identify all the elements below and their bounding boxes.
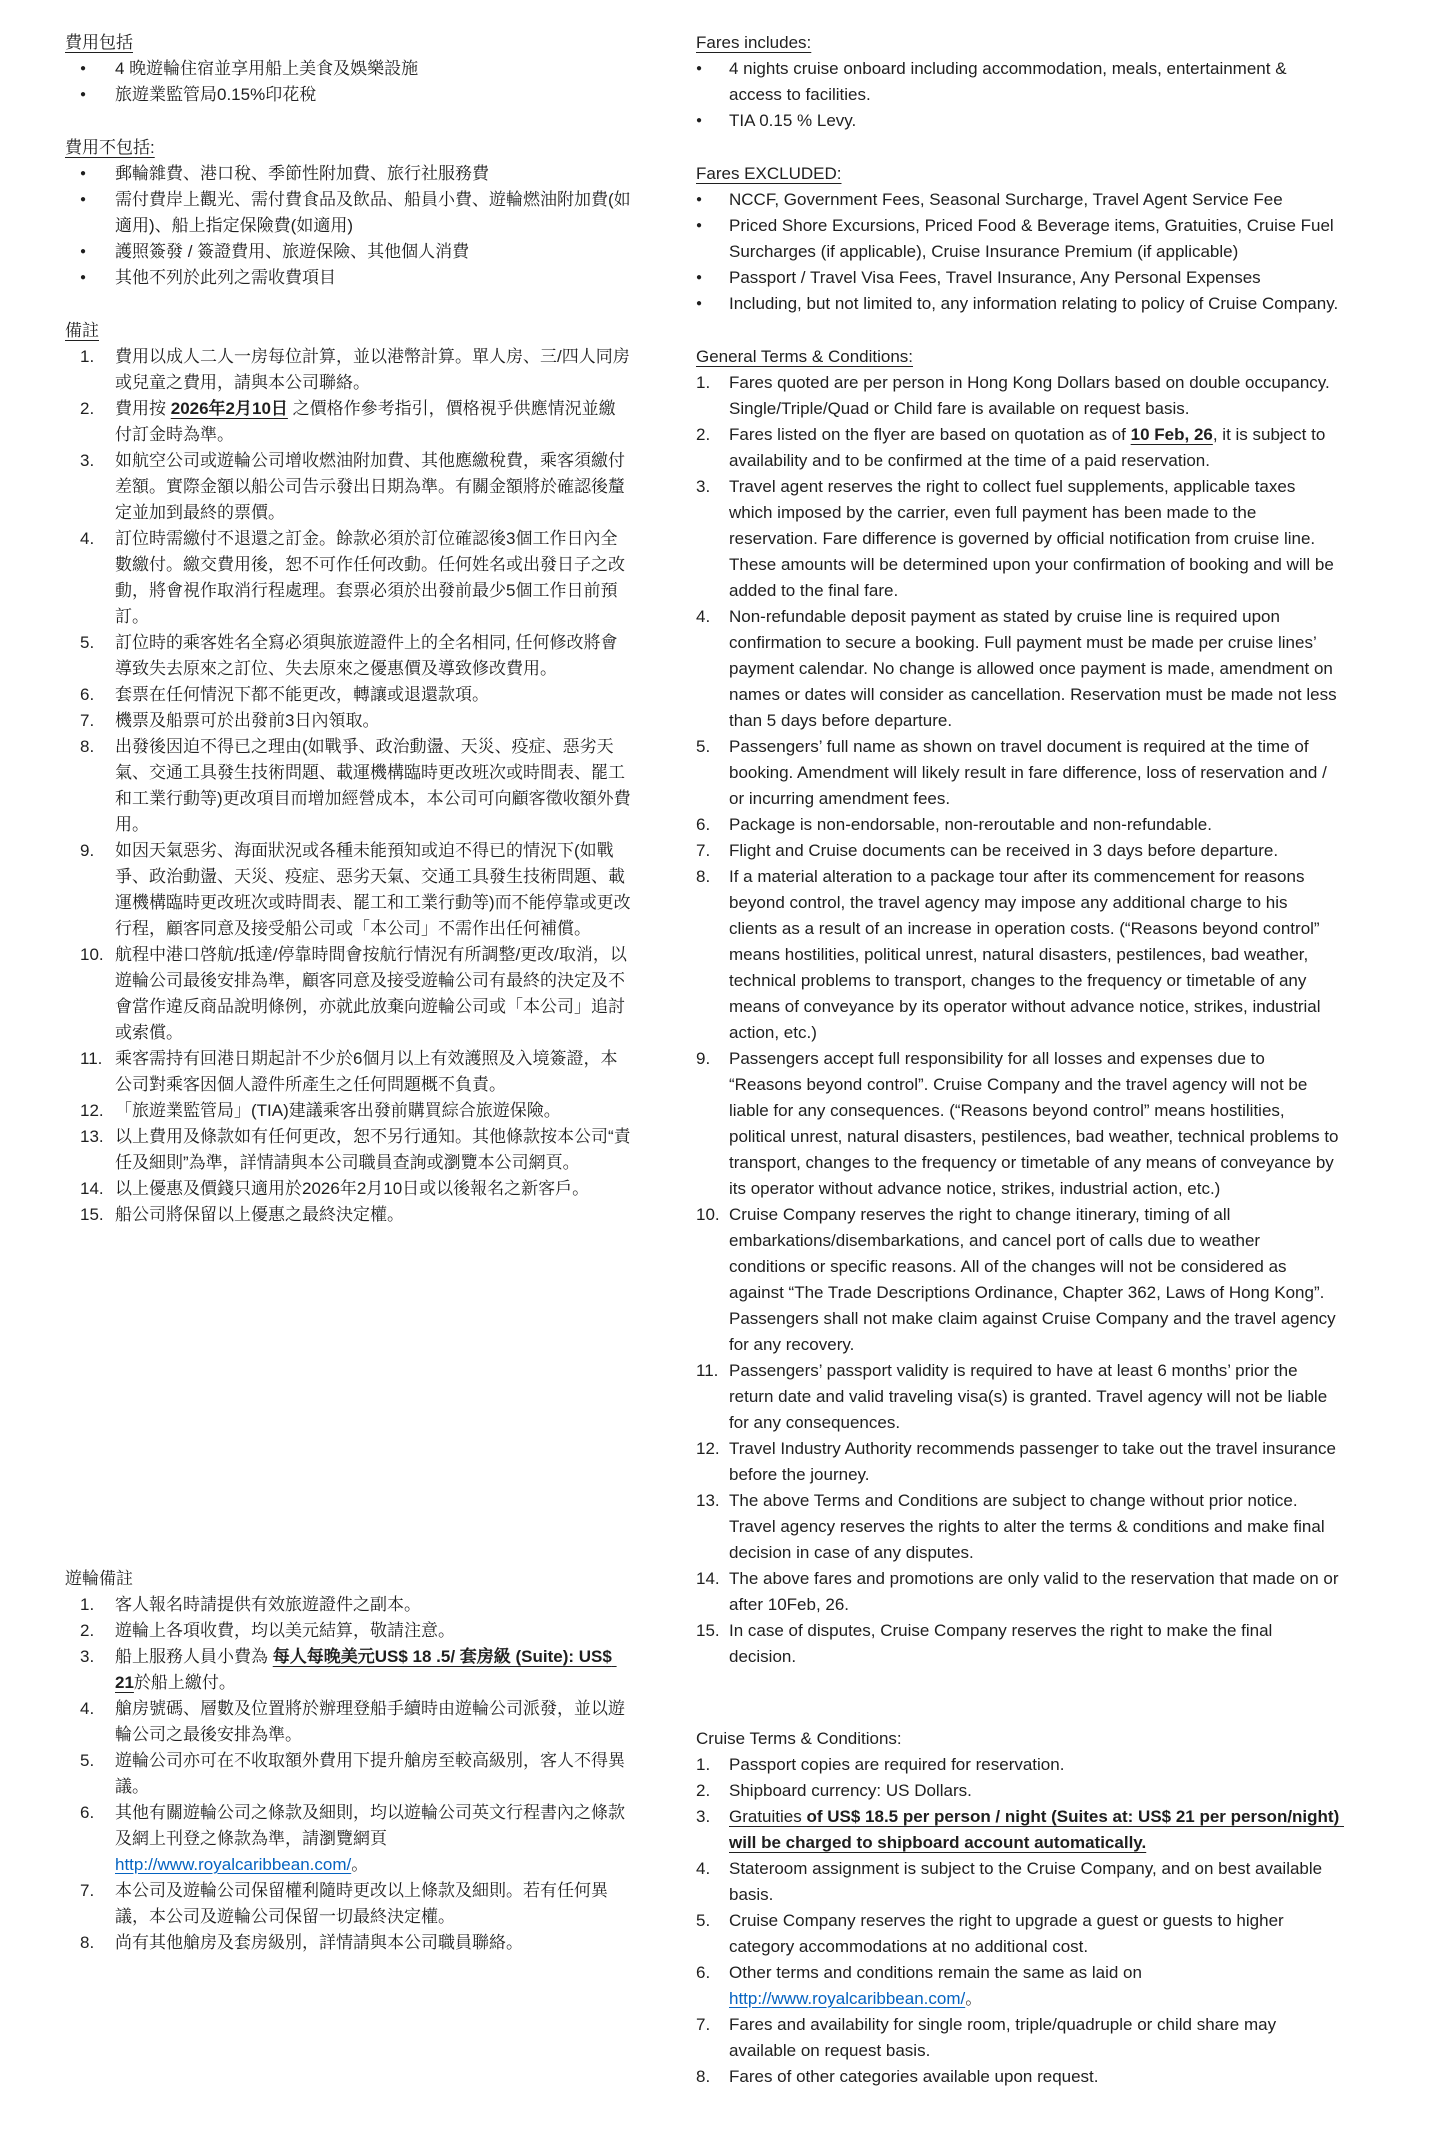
list-item [65,1124,632,1176]
list-item-text [729,1488,1340,1566]
bullet-marker: ● [80,89,87,100]
bullet-marker: ● [80,168,87,179]
list-item-text [115,239,632,265]
text-run: 如因天氣惡劣、海面狀況或各種未能預知或迫不得已的情況下(如戰爭、政治動盪、天災、疫症、惡劣天氣、交通工具發生技術問題、載運機構臨時更改班次或時間表、罷工和工業行動等)而不能停靠或更改行程，顧客同意及接受船公司或「本公司」不需作出任何補償。 [115,841,631,938]
list-item-text [115,1592,632,1618]
right-column [696,30,1344,2090]
text-run: Passport / Travel Visa Fees, Travel Insurance, Any Personal Expenses [729,268,1261,287]
number-marker: 5. [696,737,711,756]
text-run: Passengers’ passport validity is required to have at least 6 months’ prior the return date and valid traveling visa(s) is granted. Travel agency will not be liable for any consequences. [729,1361,1332,1432]
text-run: 船上服務人員小費為 [115,1647,273,1666]
list-item [696,1202,1340,1358]
list-item-text [729,1566,1344,1618]
list-item-text [115,1176,632,1202]
list-item-text [729,838,1340,864]
number-marker: 6. [696,815,711,834]
number-marker: 6. [80,685,95,704]
list-item-text [115,1618,632,1644]
list-item [65,734,632,838]
bullet-marker: ● [696,194,703,205]
number-marker: 7. [80,1881,95,1900]
number-marker: 8. [696,867,711,886]
list-item [65,396,632,448]
list-item-text [115,630,632,682]
number-marker: 12. [80,1101,104,1120]
list-item-text [729,604,1340,734]
number-marker: 5. [80,1751,95,1770]
text-run: Travel Industry Authority recommends passenger to take out the travel insurance before the journey. [729,1439,1341,1484]
text-run: , it is subject to availability and to be confirmed at the time of a paid reservation. [729,425,1331,470]
number-marker: 7. [80,711,95,730]
list-item [65,1878,632,1930]
list-item-text [729,1436,1340,1488]
text-run: 航程中港口啓航/抵達/停靠時間會按航行情況有所調整/更改/取消，以遊輪公司最後安排為準，顧客同意及接受遊輪公司有最終的決定及不會當作違反商品說明條例，亦就此放棄向遊輪公司或「本公司」追討或索償。 [115,945,627,1042]
list-item-text [115,265,632,291]
list-item [696,838,1340,864]
list-item-text [729,56,1340,108]
number-marker: 2. [80,399,95,418]
text-run: In case of disputes, Cruise Company reserves the right to make the final decision. [729,1621,1278,1666]
text-run: 以上優惠及價錢只適用於2026年2月10日或以後報名之新客戶。 [115,1179,590,1198]
list-item-text [115,1878,632,1930]
list-item-text [729,2064,1340,2090]
number-marker: 12. [696,1439,720,1458]
list-item [65,1592,632,1618]
number-marker: 5. [80,633,95,652]
list-item [696,1908,1340,1960]
text-run: NCCF, Government Fees, Seasonal Surcharge, Travel Agent Service Fee [729,190,1283,209]
list-item [696,1778,1340,1804]
bullet-marker: ● [80,194,87,205]
section-heading: General Terms & Conditions: [696,347,914,366]
list-item [696,1804,1344,1856]
list-item [696,422,1340,474]
left-column [65,30,632,2090]
list-item [696,864,1340,1046]
list-item-text [115,1930,632,1956]
number-marker: 7. [696,2015,711,2034]
bullet-marker: ● [696,115,703,126]
text-run: The above fares and promotions are only valid to the reservation that made on or after 10Feb, 26. [729,1569,1344,1614]
number-marker: 3. [80,451,95,470]
list-item [696,108,1340,134]
number-marker: 15. [80,1205,104,1224]
text-run: 需付費岸上觀光、需付費食品及飲品、船員小費、遊輪燃油附加費(如適用)、船上指定保險費(如適用) [115,190,631,235]
number-marker: 9. [696,1049,711,1068]
list-item-text [729,1778,1340,1804]
list-item-text [729,1804,1344,1856]
number-marker: 10. [80,945,104,964]
text-run: If a material alteration to a package tour after its commencement for reasons beyond control, the travel agency may impose any additional charge to his clients as a result of an increase in operation costs. (“Reasons beyond control” means hostilities, political unrest, natural disasters, pestilences, bad weather, technical problems to transport, changes to the frequency or timetable of any means of conveyance by its operator without advance notice, strikes, industrial action, etc.) [729,867,1326,1042]
list-item-text [729,108,1340,134]
section-heading: Fares EXCLUDED: [696,164,842,183]
list-item-text [115,56,632,82]
bullet-marker: ● [80,272,87,283]
list-item-text [115,942,632,1046]
list-item [696,2064,1340,2090]
list-item-text [729,1358,1340,1436]
section-heading: Cruise Terms & Conditions: [696,1729,902,1748]
number-marker: 11. [80,1049,103,1068]
list-item [65,239,632,265]
section-fares-exclude-en [696,161,1340,317]
text-run: 。 [351,1855,369,1874]
bullet-marker: ● [80,63,87,74]
text-run: 2026年2月10日 [170,399,288,418]
text-run: Fares and availability for single room, triple/quadruple or child share may available on request basis. [729,2015,1281,2060]
list-item-text [729,474,1340,604]
list-item [696,1856,1340,1908]
bullet-marker: ● [80,246,87,257]
list-item-text [115,1800,632,1878]
number-marker: 14. [80,1179,104,1198]
list-item-text [115,1696,632,1748]
number-marker: 4. [80,1699,95,1718]
text-run: Other terms and conditions remain the same as laid on [729,1963,1147,1982]
number-marker: 14. [696,1569,720,1588]
list-item [65,1176,632,1202]
list-item-text [729,265,1340,291]
list-item [65,1202,632,1228]
list-item [65,1748,632,1800]
number-marker: 2. [696,1781,711,1800]
text-run: 旅遊業監管局0.15%印花稅 [115,85,317,104]
section-general-terms-en [696,344,1344,1670]
bullet-marker: ● [696,63,703,74]
list-item-text [729,1960,1340,2012]
list-item [696,1752,1340,1778]
text-run: 遊輪公司亦可在不收取額外費用下提升艙房至較高級別，客人不得異議。 [115,1751,625,1796]
list-item [696,1358,1340,1436]
list-item-text [115,187,632,239]
number-marker: 4. [696,1859,711,1878]
section-heading: 費用不包括: [65,138,155,157]
text-run: 費用以成人二人一房每位計算，並以港幣計算。單人房、三/四人同房或兒童之費用，請與本公司聯絡。 [115,347,630,392]
number-marker: 1. [696,373,711,392]
text-run: Fares of other categories available upon request. [729,2067,1099,2086]
text-run: 之價格作參考指引，價格視乎供應情況並繳付訂金時為準。 [115,399,616,444]
list-item-text [115,1046,632,1098]
bullet-marker: ● [696,272,703,283]
list-item [696,213,1340,265]
text-run: 機票及船票可於出發前3日內領取。 [115,711,380,730]
text-run: 出發後因迫不得已之理由(如戰爭、政治動盪、天災、疫症、惡劣天氣、交通工具發生技術問題、載運機構臨時更改班次或時間表、罷工和工業行動等)更改項目而增加經營成本，本公司可向顧客徵收額外費用。 [115,737,631,834]
list-item-text [115,682,632,708]
number-marker: 1. [696,1755,711,1774]
number-marker: 3. [696,477,711,496]
list-item-text [729,370,1340,422]
list-item-text [115,82,632,108]
text-run: TIA 0.15 % Levy. [729,111,857,130]
list-item [65,526,632,630]
list-item [696,604,1340,734]
number-marker: 5. [696,1911,711,1930]
list-item-text [729,1202,1340,1358]
list-item [696,1566,1344,1618]
section-fares-include-en [696,30,1340,134]
list-item [65,1696,632,1748]
list-item-text [729,1752,1340,1778]
section-heading: 備註 [65,321,99,340]
list-item [65,1800,632,1878]
section-heading: 遊輪備註 [65,1569,133,1588]
text-run: 如航空公司或遊輪公司增收燃油附加費、其他應繳稅費，乘客須繳付差額。實際金額以船公司告示發出日期為準。有關金額將於確認後釐定並加到最終的票價。 [115,451,625,522]
list-item [696,734,1340,812]
list-item-text [729,291,1340,317]
list-item-text [115,1098,632,1124]
text-run: 遊輪上各項收費，均以美元結算，敬請注意。 [115,1621,455,1640]
number-marker: 2. [696,425,711,444]
list-item [65,942,632,1046]
list-item [65,682,632,708]
text-run: Priced Shore Excursions, Priced Food & Beverage items, Gratuities, Cruise Fuel Surcharges (if applicable), Cruise Insurance Premium (if applicable) [729,216,1339,261]
text-run: Non-refundable deposit payment as stated by cruise line is required upon confirmation to secure a booking. Full payment must be made per cruise lines’ payment calendar. No change is allowed once payment is made, amendment on names or dates will consider as cancellation. Reservation must be made not less than 5 days before departure. [729,607,1342,730]
list-item-text [115,734,632,838]
list-item [696,370,1340,422]
text-run: 「旅遊業監管局」(TIA)建議乘客出發前購買綜合旅遊保險。 [115,1101,561,1120]
text-run: 訂位時需繳付不退還之訂金。餘款必須於訂位確認後3個工作日內全數繳付。繳交費用後，恕不可作任何改動。任何姓名或出發日子之改動，將會視作取消行程處理。套票必須於出發前最少5個工作日前預訂。 [115,529,625,626]
list-item [65,1930,632,1956]
list-item-text [729,2012,1340,2064]
section-heading: Fares includes: [696,33,812,52]
text-run: 艙房號碼、層數及位置將於辦理登船手續時由遊輪公司派發，並以遊輪公司之最後安排為準。 [115,1699,625,1744]
list-item [65,161,632,187]
list-item-text [115,161,632,187]
section-remarks-zh [65,318,632,1228]
text-run: The above Terms and Conditions are subject to change without prior notice. Travel agency reserves the rights to alter the terms & conditions and make final decision in case of any disputes. [729,1491,1330,1562]
number-marker: 1. [80,347,95,366]
text-run: 船公司將保留以上優惠之最終決定權。 [115,1205,404,1224]
list-item-text [115,396,632,448]
bullet-marker: ● [696,298,703,309]
number-marker: 3. [696,1807,711,1826]
number-marker: 7. [696,841,711,860]
list-item [65,708,632,734]
text-run: of US$ 18.5 per person / night (Suites at: US$ 21 per person/night) will be charged to shipboard account automatically. [729,1807,1344,1852]
text-run: Passengers’ full name as shown on travel document is required at the time of booking. Amendment will likely result in fare difference, loss of reservation and / or incurring amendment fees. [729,737,1332,808]
number-marker: 8. [696,2067,711,2086]
text-run: 郵輪雜費、港口稅、季節性附加費、旅行社服務費 [115,164,489,183]
list-item-text [115,448,632,526]
text-run: 其他有關遊輪公司之條款及細則，均以遊輪公司英文行程書內之條款及網上刊登之條款為準，請瀏覽網頁 [115,1803,625,1848]
text-run: Travel agent reserves the right to collect fuel supplements, applicable taxes which imposed by the carrier, even full payment has been made to the reservation. Fare difference is governed by official notification from cruise line. These amounts will be determined upon your confirmation of booking and will be added to the final fare. [729,477,1339,600]
text-run: 10 Feb, 26 [1130,425,1213,444]
text-run: 客人報名時請提供有效旅遊證件之副本。 [115,1595,421,1614]
section-cruise-terms-en [696,1726,1344,2090]
number-marker: 10. [696,1205,720,1224]
number-marker: 8. [80,1933,95,1952]
list-item-text [729,213,1340,265]
list-item [696,265,1340,291]
list-item-text [115,708,632,734]
list-item-text [729,734,1340,812]
text-run: 每人每晚美元US$ 18 .5/ 套房級 (Suite): US$ 21 [115,1647,617,1692]
list-item [696,1488,1340,1566]
text-run: Cruise Company reserves the right to change itinerary, timing of all embarkations/disembarkations, and cancel port of calls due to weather conditions or specific reasons. All of the changes will not be considered as against “The Trade Descriptions Ordinance, Chapter 362, Laws of Hong Kong”. Passengers shall not make claim against Cruise Company and the travel agency for any recovery. [729,1205,1341,1354]
number-marker: 2. [80,1621,95,1640]
list-item-text [729,187,1340,213]
list-item [696,56,1340,108]
text-run: 護照簽發 / 簽證費用、旅遊保險、其他個人消費 [115,242,470,261]
number-marker: 4. [80,529,95,548]
list-item [696,291,1340,317]
list-item [696,187,1340,213]
list-item-text [115,1202,632,1228]
text-run: 4 nights cruise onboard including accommodation, meals, entertainment & access to facilities. [729,59,1292,104]
text-run: Fares listed on the flyer are based on quotation as of [729,425,1131,444]
list-item-text [729,1046,1344,1202]
number-marker: 3. [80,1647,95,1666]
number-marker: 15. [696,1621,720,1640]
list-item [65,630,632,682]
royalcaribbean-link[interactable]: http://www.royalcaribbean.com/ [729,1989,966,2008]
bullet-marker: ● [696,220,703,231]
text-run: 訂位時的乘客姓名全寫必須與旅遊證件上的全名相同, 任何修改將會導致失去原來之訂位、失去原來之優惠價及導致修改費用。 [115,633,618,678]
list-item-text [729,864,1340,1046]
list-item [65,187,632,239]
text-run: 。 [965,1989,983,2008]
section-fares-include-zh [65,30,632,108]
list-item-text [729,1618,1340,1670]
list-item-text [729,1856,1340,1908]
list-item [65,265,632,291]
number-marker: 8. [80,737,95,756]
list-item [696,812,1340,838]
list-item-text [115,526,632,630]
section-cruise-remarks-zh [65,1566,632,1956]
number-marker: 9. [80,841,95,860]
text-run: Fares quoted are per person in Hong Kong Dollars based on double occupancy. Single/Triple/Quad or Child fare is available on request basis. [729,373,1335,418]
number-marker: 6. [80,1803,95,1822]
list-item [696,474,1340,604]
section-fares-exclude-zh [65,135,632,291]
text-run: Passengers accept full responsibility for all losses and expenses due to “Reasons beyond control”. Cruise Company and the travel agency will not be liable for any consequences. (“Reasons beyond control” means hostilities, political unrest, natural disasters, pestilences, bad weather, technical problems to transport, changes to the frequency or timetable of any means of conveyance by its operator without advance notice, strikes, industrial action, etc.) [729,1049,1344,1198]
list-item-text [115,838,632,942]
list-item-text [115,1644,632,1696]
text-run: Cruise Company reserves the right to upgrade a guest or guests to higher category accommodations at no additional cost. [729,1911,1289,1956]
list-item-text [115,1748,632,1800]
list-item-text [729,422,1340,474]
section-heading: 費用包括 [65,33,133,52]
list-item [696,2012,1340,2064]
list-item [65,1098,632,1124]
list-item-text [729,1908,1340,1960]
number-marker: 13. [696,1491,720,1510]
list-item-text [115,1124,632,1176]
list-item [696,1618,1340,1670]
text-run: 尚有其他艙房及套房級別，詳情請與本公司職員聯絡。 [115,1933,523,1952]
list-item-text [729,812,1340,838]
text-run: 乘客需持有回港日期起計不少於6個月以上有效護照及入境簽證，本公司對乘客因個人證件所產生之任何問題概不負責。 [115,1049,618,1094]
list-item [65,344,632,396]
list-item-text [115,344,632,396]
royalcaribbean-link[interactable]: http://www.royalcaribbean.com/ [115,1855,352,1874]
number-marker: 4. [696,607,711,626]
list-item [65,82,632,108]
list-item [65,838,632,942]
text-run: 本公司及遊輪公司保留權利隨時更改以上條款及細則。若有任何異議，本公司及遊輪公司保留一切最終決定權。 [115,1881,608,1926]
list-item [696,1436,1340,1488]
list-item [696,1960,1340,2012]
list-item [65,1644,632,1696]
text-run: 以上費用及條款如有任何更改，恕不另行通知。其他條款按本公司“責任及細則”為準，詳情請與本公司職員查詢或瀏覽本公司網頁。 [115,1127,631,1172]
list-item [65,1618,632,1644]
number-marker: 13. [80,1127,104,1146]
list-item [65,1046,632,1098]
text-run: Flight and Cruise documents can be received in 3 days before departure. [729,841,1279,860]
text-run: 費用按 [115,399,171,418]
text-run: Passport copies are required for reservation. [729,1755,1065,1774]
text-run: 4 晚遊輪住宿並享用船上美食及娛樂設施 [115,59,419,78]
list-item [696,1046,1344,1202]
text-run: 套票在任何情況下都不能更改，轉讓或退還款項。 [115,685,489,704]
text-run: Package is non-endorsable, non-reroutable and non-refundable. [729,815,1212,834]
text-run: Shipboard currency: US Dollars. [729,1781,972,1800]
number-marker: 6. [696,1963,711,1982]
text-run: Gratuities [729,1807,807,1826]
text-run: Stateroom assignment is subject to the Cruise Company, and on best available basis. [729,1859,1327,1904]
text-run: Including, but not limited to, any information relating to policy of Cruise Company. [729,294,1339,313]
text-run: 於船上繳付。 [133,1673,236,1692]
number-marker: 1. [80,1595,95,1614]
list-item [65,56,632,82]
list-item [65,448,632,526]
text-run: 其他不列於此列之需收費項目 [115,268,336,287]
number-marker: 11. [696,1361,719,1380]
